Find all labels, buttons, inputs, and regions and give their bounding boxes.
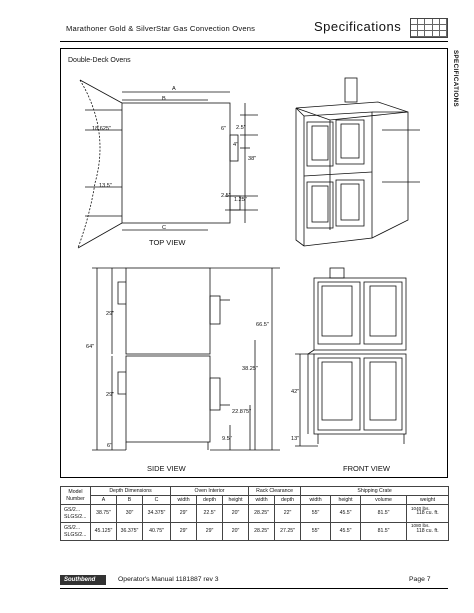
cell: 40.75"	[143, 523, 171, 541]
th-rack-clearance: Rack Clearance	[249, 487, 301, 496]
th-sub: height	[331, 496, 361, 505]
table-row	[61, 523, 449, 541]
th-sub: weight	[407, 496, 449, 505]
th-sub: width	[249, 496, 275, 505]
cell-weight-2: 1080 lbs.	[411, 523, 430, 528]
cell: 38.75"	[91, 505, 117, 523]
dim-side-3825: 38.25"	[242, 366, 258, 372]
table-group-header-row	[61, 487, 449, 496]
cell: 29"	[171, 505, 197, 523]
dim-front-13: 13"	[291, 436, 300, 442]
cell: 45.5"	[331, 505, 361, 523]
dim-side-665: 66.5"	[256, 322, 269, 328]
cell: 45.125"	[91, 523, 117, 541]
th-sub: B	[117, 496, 143, 505]
dim-38: 38"	[248, 156, 257, 162]
footer-doc-title: Operator's Manual 1181887 rev 3	[118, 576, 219, 583]
dim-25-top: 2.5"	[236, 125, 246, 131]
cell: 36.375"	[117, 523, 143, 541]
footer-rule	[60, 588, 448, 589]
th-depth-dimensions: Depth Dimensions	[91, 487, 171, 496]
document-header-title: Marathoner Gold & SilverStar Gas Convection Ovens	[66, 24, 256, 33]
front-view-caption: FRONT VIEW	[343, 464, 390, 473]
side-section-tab: SPECIFICATIONS	[452, 50, 459, 108]
dim-front-42: 42"	[291, 389, 300, 395]
section-title: Specifications	[314, 19, 402, 34]
top-view-caption: TOP VIEW	[149, 238, 186, 247]
dim-a: A	[172, 86, 176, 92]
dim-135: 13.5"	[99, 183, 112, 189]
dim-side-22875: 22.875"	[232, 409, 252, 415]
cell: 29"	[171, 523, 197, 541]
th-model: Model Number	[61, 487, 91, 505]
cell: 27.25"	[275, 523, 301, 541]
cell-model: GS/2... SLGS/2...	[61, 505, 91, 523]
cell: 30"	[117, 505, 143, 523]
cell-volume: 118 cu. ft.	[416, 528, 439, 534]
dim-125: 1.25"	[234, 197, 247, 203]
th-sub: A	[91, 496, 117, 505]
diagram-box-title: Double-Deck Ovens	[68, 57, 131, 64]
cell: 55"	[301, 523, 331, 541]
dim-b: B	[162, 96, 166, 102]
cell-volume: 118 cu. ft.	[416, 510, 439, 516]
th-shipping-crate: Shipping Crate	[301, 487, 449, 496]
cell: 22.5"	[197, 505, 223, 523]
dim-side-6: 6"	[107, 443, 113, 449]
dim-4: 4"	[233, 142, 239, 148]
dim-6: 6"	[221, 126, 227, 132]
th-sub: height	[223, 496, 249, 505]
cell: 55"	[301, 505, 331, 523]
cell: 22"	[275, 505, 301, 523]
brand-logo: Southbend	[60, 575, 106, 585]
th-sub: depth	[275, 496, 301, 505]
footer-page-number: Page 7	[409, 576, 431, 583]
th-sub: depth	[197, 496, 223, 505]
cell: 34.375"	[143, 505, 171, 523]
cell: 29"	[197, 523, 223, 541]
th-sub: width	[301, 496, 331, 505]
spec-table	[60, 486, 449, 541]
cell: 28.25"	[249, 505, 275, 523]
th-sub: volume	[361, 496, 407, 505]
dim-side-29-bottom: 29"	[106, 392, 115, 398]
th-sub: width	[171, 496, 197, 505]
dim-c: C	[162, 225, 167, 231]
dim-side-64: 64"	[86, 344, 95, 350]
cell: 28.25"	[249, 523, 275, 541]
cell: 20"	[223, 505, 249, 523]
cell: 45.5"	[331, 523, 361, 541]
dim-side-95: 9.5"	[222, 436, 232, 442]
th-oven-interior: Oven Interior	[171, 487, 249, 496]
th-sub: C	[143, 496, 171, 505]
table-row	[61, 505, 449, 523]
cell: 81.5"	[361, 523, 407, 541]
table-sub-header-row	[61, 496, 449, 505]
cell-model: GS/2... SLGS/2...	[61, 523, 91, 541]
dim-25-bottom: 2.5"	[221, 193, 231, 199]
dim-depth-18625: 18.625"	[92, 126, 112, 132]
side-view-caption: SIDE VIEW	[147, 464, 186, 473]
cell: 20"	[223, 523, 249, 541]
cell-weight-1: 1040 lbs.	[411, 506, 430, 511]
dim-side-29-top: 29"	[106, 311, 115, 317]
cell: 81.5"	[361, 505, 407, 523]
